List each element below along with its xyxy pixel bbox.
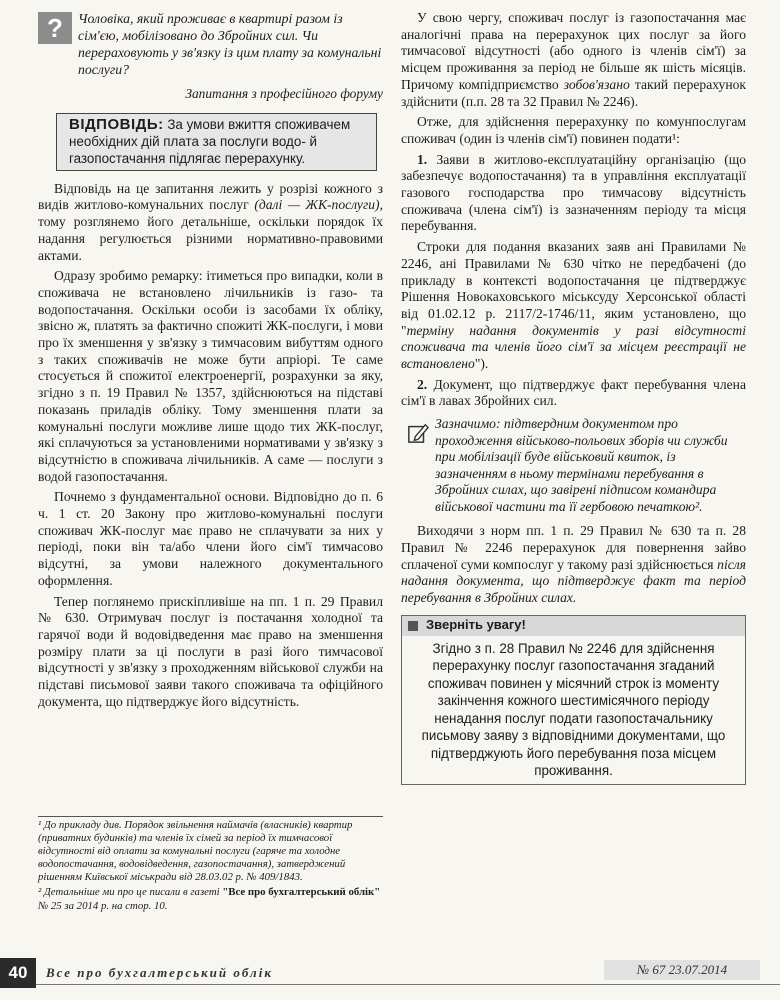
- square-bullet-icon: [408, 621, 418, 631]
- publication-ref: "Все про бухгалтерський облік": [222, 886, 381, 899]
- answer-label: ВІДПОВІДЬ:: [69, 115, 164, 133]
- text-italic: (далі — ЖК-послуги): [254, 197, 380, 213]
- footnote-2: [38, 886, 383, 912]
- note-text: Зазначимо: підтвердним документом про проходження військово-польових зборів чи служби при мобілізації буде військовий квиток, із зазначенням в ньому термінами перебування в Збройних силах, що завірені підписом командира військової частини та її гербовою печаткою².: [435, 416, 728, 514]
- text: Документ, що підтверджує факт перебування члена сім'ї в лавах Збройних сил.: [401, 376, 746, 409]
- text-italic: після надання документа, що підтверджує факт та період перебування в Збройних силах.: [401, 556, 746, 605]
- paragraph: [401, 239, 746, 373]
- paragraph: [401, 10, 746, 110]
- footnotes: [38, 816, 383, 915]
- text: ² Детальніше ми про це писали в газеті: [38, 886, 223, 899]
- answer-box: [56, 113, 377, 171]
- text: № 25 за 2014 р. на стор. 10.: [38, 899, 168, 912]
- page-number: 40: [0, 958, 36, 988]
- paragraph: [38, 181, 383, 265]
- text: такий перерахунок здійснити (п.п. 28 та 32 Правил № 2246).: [401, 76, 746, 109]
- question-source: Запитання з професійного форуму: [185, 86, 383, 101]
- question-mark-icon: ?: [38, 12, 72, 44]
- paragraph: Тепер поглянемо прискіпливіше на пп. 1 п. 29 Правил № 630. Отримувач послуг із постачання холодної та гарячої води й водовідведення має право на зменшення розміру плати за ці послуги в разі його тимчасової відсутності у зв'язку з проходженням військової служби на підставі письмової заяви такого споживача та офіційного документа, що підтверджує його відсутність.: [38, 593, 383, 709]
- paragraph: Одразу зробимо ремарку: ітиметься про випадки, коли в споживача не встановлено лічильників із газо- та водопостачання. Оскільки особи із засобами їх обліку, звісно ж, платять за фактично спожиті ЖК-послуги, і мови про їх зменшення у зв'язку з тимчасовим вибуттям одного з таких споживачів не може бути апріорі. Те саме стосується й спожитої електроенергії, розрахунки за яку, згідно з п. 19 Правил № 1357, здійснюються на підставі показань приладів обліку. Тому зменшення плати за комунальні послуги можливе лише щодо тих ЖК-послуг, які сплачуються за установленими нормативами у зв'язку з відсутністю в споживача лічильників. А саме — послуги з водой газопостачання.: [38, 268, 383, 484]
- list-item: [401, 152, 746, 236]
- answer-text: За умови вжиття споживачем необхідних дій плата за послуги водо- й газопостачання підлягає перерахунку.: [69, 116, 351, 166]
- attention-title: Зверніть увагу!: [426, 617, 526, 633]
- list-number: 1.: [417, 151, 428, 167]
- attention-header: [402, 616, 745, 636]
- issue-badge: № 67 23.07.2014: [604, 960, 760, 980]
- publication-title: Все про бухгалтерський облік: [46, 965, 273, 980]
- text-italic: терміну надання документів у разі відсутності споживача та членів його сім'ї за місцем реєстрації не встановлено: [401, 322, 746, 372]
- list-item: [401, 377, 746, 410]
- footer-rule: [36, 984, 780, 985]
- attention-text: Згідно з п. 28 Правил № 2246 для здійснення перерахунку послуг газопостачання згаданий споживач повинен у місячний строк із моменту закінчення кожного шестимісячного періоду ненадання послуг подати газопостачальнику письмову заяву з відповідними документами, що підтверджують його перебування поза місцем проживання.: [421, 640, 726, 779]
- text: Строки для подання вказаних заяв ані Правилами № 2246, ані Правилами № 630 чітко не передбачені (до прикладу в контексті водопостачання це підтверджує Рішення Новокаховського міськсуду Херсонської області від 01.02.12 р. 2117/2-1746/11, яким установлено, що ": [401, 239, 746, 338]
- note-block: [401, 416, 746, 515]
- text: Виходячи з норм пп. 1 п. 29 Правил № 630 та п. 28 Правил № 2246 перерахунок для повернення зайво сплаченої суми компослуг у такому разі здійснюється: [401, 523, 746, 572]
- text: Відповідь на це запитання лежить у розрізі кожного з видів житлово-комунальних послуг: [38, 180, 383, 213]
- text: Заяви в житлово-експлуатаційну організацію (що забезпечує водопостачання) та в управління експлуатації газового господарства про тимчасову відсутність споживача (члена сім'ї) із зазначенням періоду та місця перебування.: [401, 151, 746, 234]
- question-block: [38, 10, 383, 78]
- page-footer: [0, 958, 780, 988]
- right-column: [401, 10, 746, 785]
- list-number: 2.: [417, 376, 428, 392]
- attention-box: [401, 615, 746, 785]
- text: ").: [474, 356, 489, 372]
- pencil-note-icon: [407, 422, 429, 444]
- text: У свою чергу, споживач послуг із газопостачання має аналогічні права на перерахунок цих послуг за його тимчасової відсутності (або одного із членів сім'ї) за місцем проживання за період не більше як шість місяців. Причому компідприємство: [401, 10, 746, 92]
- question-text: Чоловіка, який проживає в квартирі разом із сім'єю, мобілізовано до Збройних сил. Чи перераховують у зв'язку із цим плату за комунальні послуги?: [78, 11, 382, 77]
- paragraph: Почнемо з фундаментальної основи. Відповідно до п. 6 ч. 1 ст. 20 Закону про житлово-комунальні послуги споживач ЖК-послуг має право не сплачувати за них у періоді, поки він та/або члени його сім'ї тимчасово відсутні, за умови належного документального оформлення.: [38, 489, 383, 588]
- paragraph: [401, 523, 746, 607]
- left-column: [38, 10, 383, 715]
- paragraph: Отже, для здійснення перерахунку по комунпослугам споживач (один із членів сім'ї) повинен подати¹:: [401, 114, 746, 146]
- text-italic: зобов'язано: [563, 76, 630, 92]
- footnote-1: ¹ До прикладу див. Порядок звільнення наймачів (власників) квартир (приватних будинків) та членів їх сімей за період їх тимчасової відсутності від оплати за комунальні послуги (гаряче та холодне водопостачання, водовідведення, газопостачання), затверджений рішенням Київської міськради від 28.03.02 р. № 409/1843.: [38, 819, 353, 884]
- text: , тому розглянемо його детальніше, оскільки порядок їх надання регулюється різними нормативно-правовими актами.: [38, 197, 383, 263]
